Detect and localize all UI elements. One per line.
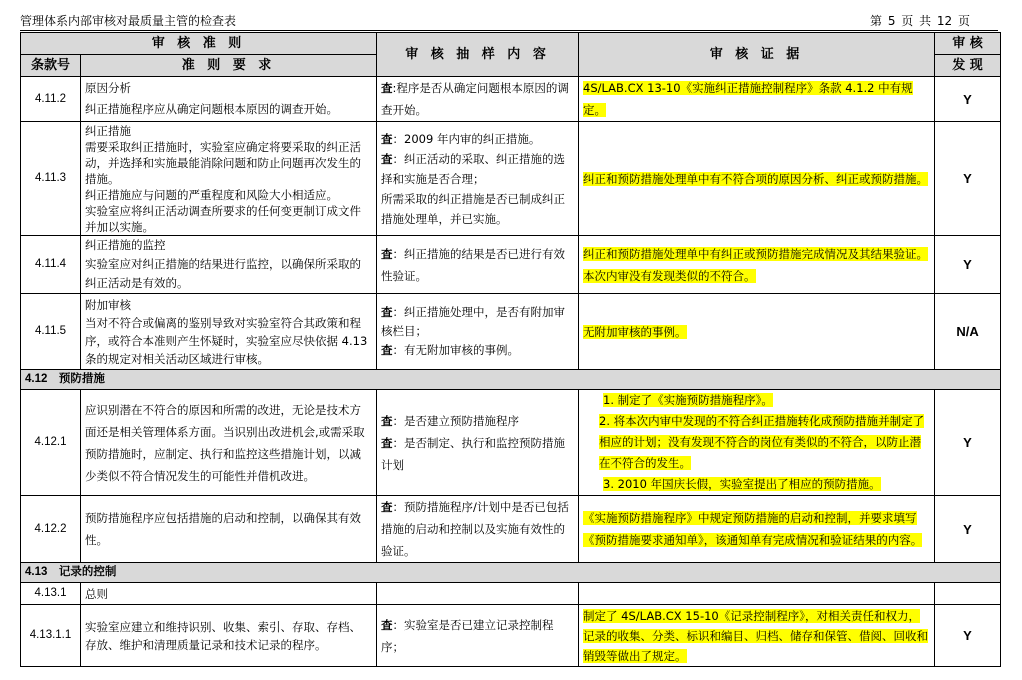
finding-header-top: 审 核: [935, 33, 1001, 55]
clause-number: 4.11.5: [21, 294, 81, 370]
requirement-cell: [81, 496, 377, 563]
sampling-cell: [377, 236, 579, 294]
table-row: [21, 390, 1001, 496]
check-label: 查: [381, 246, 393, 261]
sampling-text: ：纠正措施处理中，是否有附加审核栏目；: [381, 305, 566, 338]
requirement-cell: [81, 122, 377, 236]
evidence-cell: [579, 77, 935, 122]
requirement-text: 预防措施程序应包括措施的启动和控制，以确保其有效性。: [85, 511, 361, 547]
finding-cell: [935, 583, 1001, 605]
sampling-text: ：纠正措施的结果是否已进行有效性验证。: [381, 246, 566, 283]
clause-number: 4.12.2: [21, 496, 81, 563]
table-row: [21, 77, 1001, 122]
check-label: 查: [381, 413, 393, 428]
check-label: 查: [381, 617, 393, 632]
clause-number: 4.11.3: [21, 122, 81, 236]
clause-number: 4.12.1: [21, 390, 81, 496]
evidence-cell: [579, 294, 935, 370]
evidence-cell: [579, 122, 935, 236]
sampling-text: ：有无附加审核的事例。: [392, 343, 520, 357]
requirement-cell: [81, 77, 377, 122]
section-row: [21, 370, 1001, 390]
requirement-text: 需要采取纠正措施时，实验室应确定将要采取的纠正活动，并选择和实施最能消除问题和防止问题再次发生的措施。: [85, 139, 361, 186]
table-row: [21, 294, 1001, 370]
sampling-cell: [377, 605, 579, 667]
finding-cell: Y: [935, 122, 1001, 236]
sampling-text: ：是否建立预防措施程序: [392, 413, 520, 428]
finding-cell: Y: [935, 77, 1001, 122]
requirement-cell: [81, 236, 377, 294]
requirement-title: 附加审核: [85, 297, 131, 312]
sampling-text: ：纠正活动的采取、纠正措施的选择和实施是否合理；: [381, 151, 566, 186]
check-label: 查: [381, 435, 393, 450]
evidence-text: 纠正和预防措施处理单中有不符合项的原因分析、纠正或预防措施。: [583, 171, 929, 186]
section-title: 4.12 预防措施: [21, 370, 1001, 390]
requirement-cell: [81, 294, 377, 370]
evidence-text: 纠正和预防措施处理单中有纠正或预防措施完成情况及其结果验证。本次内审没有发现类似的不符合。: [583, 246, 929, 283]
check-label: 查: [381, 131, 393, 146]
table-header-row: [21, 33, 1001, 55]
check-label: 查: [381, 151, 393, 166]
sampling-header: 审 核 抽 样 内 容: [377, 33, 579, 77]
evidence-item: 2. 将本次内审中发现的不符合纠正措施转化成预防措施并制定了相应的计划；没有发现不符合的岗位有类似的不符合，以防止潜在不符合的发生。: [599, 414, 925, 470]
check-label: 查: [381, 500, 393, 514]
requirement-cell: [81, 390, 377, 496]
audit-checklist-table: [20, 32, 1001, 667]
requirement-text: 应识别潜在不符合的原因和所需的改进，无论是技术方面还是相关管理体系方面。当识别出改进机会,或需采取预防措施时，应制定、执行和监控这些措施计划，以减少类似不符合情况发生的可能性并借机改进。: [85, 402, 365, 483]
sampling-text: ：2009 年内审的纠正措施。: [392, 131, 541, 146]
clause-number: 4.13.1: [21, 583, 81, 605]
check-label: 查: [381, 305, 393, 319]
check-label: 查: [381, 343, 393, 357]
sampling-text: ：预防措施程序/计划中是否已包括措施的启动和控制以及实施有效性的验证。: [381, 500, 569, 558]
sampling-text: ：实验室是否已建立记录控制程序；: [381, 617, 554, 654]
sampling-cell: [377, 77, 579, 122]
evidence-cell: [579, 236, 935, 294]
finding-header-bottom: 发 现: [935, 55, 1001, 77]
clause-number: 4.11.2: [21, 77, 81, 122]
sampling-text: :程序是否从确定问题根本原因的调查开始。: [381, 81, 569, 117]
sampling-cell: [377, 583, 579, 605]
requirement-text: 当对不符合或偏离的鉴别导致对实验室符合其政策和程序，或符合本准则产生怀疑时，实验室应尽快依据 4.13 条的规定对相关活动区域进行审核。: [85, 315, 368, 366]
sampling-cell: [377, 294, 579, 370]
requirement-text: 实验室应对纠正措施的结果进行监控，以确保所采取的纠正活动是有效的。: [85, 257, 361, 290]
finding-cell: Y: [935, 390, 1001, 496]
table-row: [21, 496, 1001, 563]
requirement-cell: [81, 605, 377, 667]
requirement-header: 准 则 要 求: [81, 55, 377, 77]
finding-cell: Y: [935, 605, 1001, 667]
requirement-text: 实验室应建立和维持识别、收集、索引、存取、存档、存放、维护和清理质量记录和技术记录的程序。: [85, 619, 361, 652]
evidence-item: 3. 2010 年国庆长假，实验室提出了相应的预防措施。: [603, 477, 881, 491]
requirement-text: 总则: [85, 586, 108, 601]
requirement-text: 实验室应将纠正活动调查所要求的任何变更制订成文件并加以实施。: [85, 203, 361, 234]
evidence-cell: [579, 605, 935, 667]
sampling-cell: [377, 122, 579, 236]
requirement-title: 纠正措施的监控: [85, 238, 166, 252]
clause-number: 4.13.1.1: [21, 605, 81, 667]
evidence-text: 4S/LAB.CX 13-10《实施纠正措施控制程序》条款 4.1.2 中有规定。: [583, 81, 913, 117]
table-row: [21, 583, 1001, 605]
document-title: 管理体系内部审核对最质量主管的检查表: [20, 14, 237, 28]
evidence-header: 审 核 证 据: [579, 33, 935, 77]
section-row: [21, 563, 1001, 583]
section-title: 4.13 记录的控制: [21, 563, 1001, 583]
evidence-text: 无附加审核的事例。: [583, 324, 687, 339]
sampling-cell: [377, 496, 579, 563]
requirement-text: 纠正措施应与问题的严重程度和风险大小相适应。: [85, 187, 338, 202]
table-row: [21, 122, 1001, 236]
evidence-text: 制定了 4S/LAB.CX 15-10《记录控制程序》，对相关责任和权力，记录的收集、分类、标识和编目、归档、储存和保管、借阅、回收和销毁等做出了规定。: [583, 608, 929, 663]
page-header: [20, 10, 998, 31]
criteria-header: 审 核 准 则: [21, 33, 377, 55]
page-number: 第 5 页 共 12 页: [870, 14, 970, 28]
evidence-text: 《实施预防措施程序》中规定预防措施的启动和控制，并要求填写《预防措施要求通知单》，该通知单有完成情况和验证结果的内容。: [583, 511, 923, 547]
evidence-item: 1. 制定了《实施预防措施程序》。: [603, 393, 773, 407]
evidence-cell: [579, 390, 935, 496]
check-label: 查: [381, 81, 393, 95]
table-row: [21, 236, 1001, 294]
finding-cell: Y: [935, 236, 1001, 294]
requirement-cell: [81, 583, 377, 605]
requirement-title: 原因分析: [85, 81, 131, 95]
table-row: [21, 605, 1001, 667]
finding-cell: Y: [935, 496, 1001, 563]
sampling-cell: [377, 390, 579, 496]
requirement-title: 纠正措施: [85, 123, 131, 138]
finding-cell: N/A: [935, 294, 1001, 370]
evidence-cell: [579, 496, 935, 563]
requirement-text: 纠正措施程序应从确定问题根本原因的调查开始。: [85, 102, 338, 116]
sampling-text: ：是否制定、执行和监控预防措施计划: [381, 435, 566, 472]
evidence-cell: [579, 583, 935, 605]
clause-no-header: 条款号: [21, 55, 81, 77]
sampling-text: 所需采取的纠正措施是否已制成纠正措施处理单，并已实施。: [381, 191, 566, 226]
clause-number: 4.11.4: [21, 236, 81, 294]
